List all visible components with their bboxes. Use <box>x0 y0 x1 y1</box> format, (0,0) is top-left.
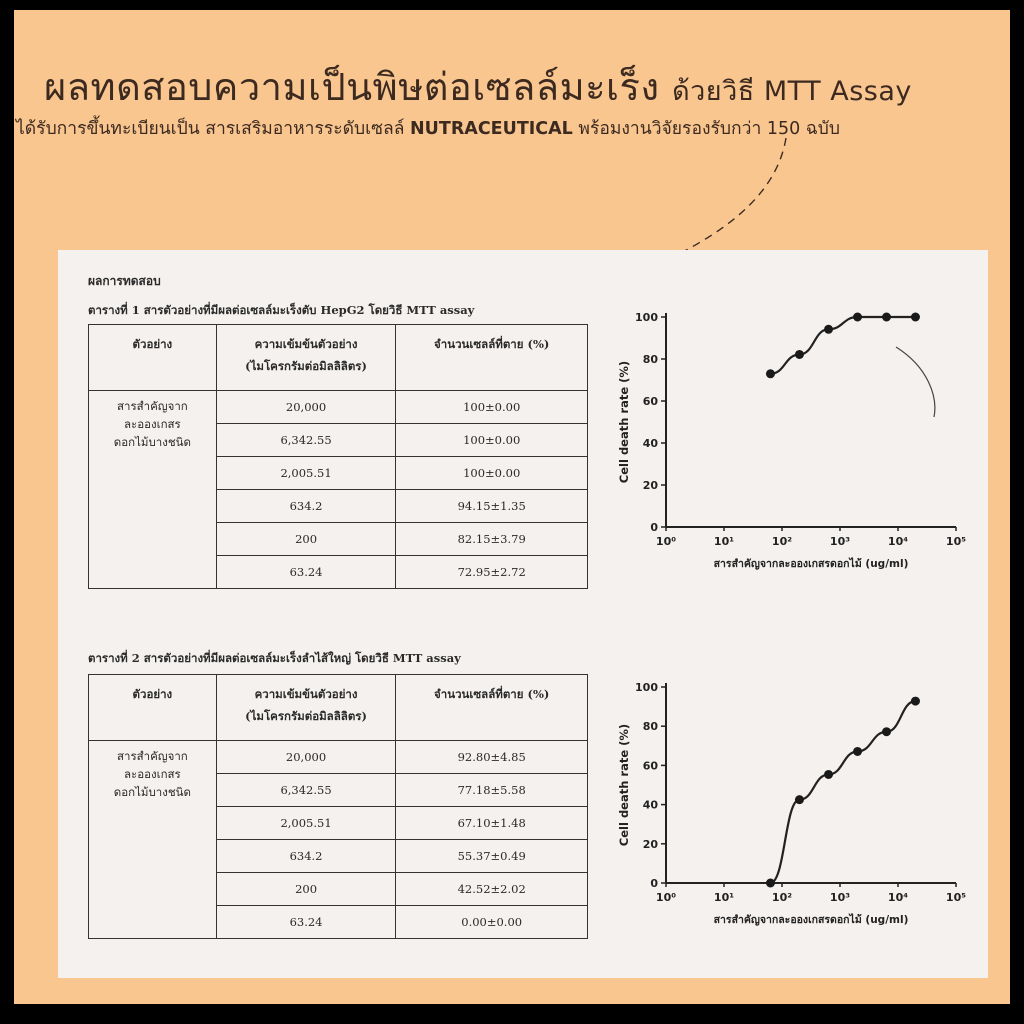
table1-col-conc-line1: ความเข้มข้นตัวอย่าง <box>254 337 358 351</box>
table2-conc-cell: 2,005.51 <box>216 807 396 840</box>
pen-mark <box>896 347 935 417</box>
table1-col-conc <box>216 325 396 391</box>
x-tick-label: 10⁵ <box>945 535 967 548</box>
data-point <box>882 313 891 322</box>
table2-conc-cell: 20,000 <box>216 741 396 774</box>
table2-death-cell: 42.52±2.02 <box>396 873 588 906</box>
table2-sample-line2: ละอองเกสร <box>123 767 181 781</box>
y-tick-label: 100 <box>635 311 658 324</box>
table2-col-conc-line2: (ไมโครกรัมต่อมิลลิลิตร) <box>245 709 367 723</box>
subtitle-post: พร้อมงานวิจัยรองรับกว่า 150 ฉบับ <box>572 119 840 139</box>
data-point <box>853 747 862 756</box>
x-tick-label: 10³ <box>829 535 851 548</box>
table2-header-row <box>89 675 588 741</box>
table1-caption: ตารางที่ 1 สารตัวอย่างที่มีผลต่อเซลล์มะเร็งตับ HepG2 โดยวิธี MTT assay <box>88 303 475 317</box>
table1-death-cell: 100±0.00 <box>396 457 588 490</box>
table2-sample-line3: ดอกไม้บางชนิด <box>113 785 191 799</box>
table1-conc-cell: 2,005.51 <box>216 457 396 490</box>
table2-conc-cell: 63.24 <box>216 906 396 939</box>
table2-death-cell: 77.18±5.58 <box>396 774 588 807</box>
table2 <box>88 674 588 939</box>
table1-death-cell: 100±0.00 <box>396 391 588 424</box>
table1-col-sample: ตัวอย่าง <box>89 325 217 391</box>
data-point <box>824 770 833 779</box>
x-axis-label: สารสำคัญจากละอองเกสรดอกไม้ (ug/ml) <box>713 914 909 926</box>
table2-conc-cell: 634.2 <box>216 840 396 873</box>
x-tick-label: 10² <box>771 535 793 548</box>
y-tick-label: 20 <box>642 479 658 492</box>
x-axis-label: สารสำคัญจากละอองเกสรดอกไม้ (ug/ml) <box>713 558 909 570</box>
table1-death-cell: 82.15±3.79 <box>396 523 588 556</box>
table1-death-cell: 94.15±1.35 <box>396 490 588 523</box>
table1-sample-line3: ดอกไม้บางชนิด <box>113 435 191 449</box>
table2-death-cell: 67.10±1.48 <box>396 807 588 840</box>
y-tick-label: 0 <box>650 521 658 534</box>
x-tick-label: 10⁰ <box>655 891 677 904</box>
table1-death-cell: 100±0.00 <box>396 424 588 457</box>
chart-1-liver-cancer <box>606 305 976 605</box>
chart-2-colon-cancer <box>606 675 976 965</box>
table2-col-death: จำนวนเซลล์ที่ตาย (%) <box>396 675 588 741</box>
document-scan <box>58 250 988 978</box>
table1-sample-line1: สารสำคัญจาก <box>116 399 188 413</box>
table1-header-row <box>89 325 588 391</box>
table1-sample-line2: ละอองเกสร <box>123 417 181 431</box>
y-tick-label: 60 <box>642 759 658 773</box>
table2-col-conc-line1: ความเข้มข้นตัวอย่าง <box>254 687 358 701</box>
table-row <box>89 741 588 774</box>
y-tick-label: 40 <box>642 437 658 450</box>
title-method: ด้วยวิธี MTT Assay <box>672 76 912 107</box>
x-tick-label: 10⁵ <box>945 891 967 904</box>
y-tick-label: 60 <box>642 395 658 408</box>
table2-col-sample: ตัวอย่าง <box>89 675 217 741</box>
table2-col-conc <box>216 675 396 741</box>
y-tick-label: 80 <box>642 720 658 734</box>
table2-death-cell: 92.80±4.85 <box>396 741 588 774</box>
y-tick-label: 0 <box>650 877 658 890</box>
y-tick-label: 20 <box>642 837 658 851</box>
x-tick-label: 10¹ <box>713 891 735 904</box>
table2-conc-cell: 6,342.55 <box>216 774 396 807</box>
y-axis-label: Cell death rate (%) <box>617 723 631 847</box>
title-main: ผลทดสอบความเป็นพิษต่อเซลล์มะเร็ง <box>44 65 660 109</box>
x-tick-label: 10³ <box>829 891 851 904</box>
table1-col-death: จำนวนเซลล์ที่ตาย (%) <box>396 325 588 391</box>
x-tick-label: 10⁴ <box>887 535 909 548</box>
y-tick-label: 40 <box>642 798 658 812</box>
table2-sample-cell <box>89 741 217 939</box>
subtitle-pre: ได้รับการขึ้นทะเบียนเป็น สารเสริมอาหารระดับเซลล์ <box>16 119 411 139</box>
fit-curve-line <box>770 317 915 374</box>
data-point <box>795 350 804 359</box>
fit-curve-line <box>770 701 915 883</box>
data-point <box>766 369 775 378</box>
subtitle-bold: NUTRACEUTICAL <box>410 119 573 139</box>
table1-conc-cell: 200 <box>216 523 396 556</box>
table1-col-conc-line2: (ไมโครกรัมต่อมิลลิลิตร) <box>245 359 367 373</box>
table1-conc-cell: 20,000 <box>216 391 396 424</box>
y-tick-label: 100 <box>635 681 658 694</box>
data-point <box>824 325 833 334</box>
x-tick-label: 10² <box>771 891 793 904</box>
y-axis-label: Cell death rate (%) <box>617 360 631 484</box>
y-tick-label: 80 <box>642 353 658 366</box>
document-heading: ผลการทดสอบ <box>88 274 161 288</box>
data-point <box>853 313 862 322</box>
data-point <box>795 795 804 804</box>
table1-conc-cell: 634.2 <box>216 490 396 523</box>
data-point <box>766 879 775 888</box>
x-tick-label: 10⁴ <box>887 891 909 904</box>
table-row <box>89 391 588 424</box>
table2-caption: ตารางที่ 2 สารตัวอย่างที่มีผลต่อเซลล์มะเร็งลำไส้ใหญ่ โดยวิธี MTT assay <box>88 651 461 665</box>
table1-conc-cell: 6,342.55 <box>216 424 396 457</box>
table1-sample-cell <box>89 391 217 589</box>
x-tick-label: 10¹ <box>713 535 735 548</box>
data-point <box>911 697 920 706</box>
table2-conc-cell: 200 <box>216 873 396 906</box>
table2-death-cell: 55.37±0.49 <box>396 840 588 873</box>
data-point <box>911 313 920 322</box>
table2-sample-line1: สารสำคัญจาก <box>116 749 188 763</box>
x-tick-label: 10⁰ <box>655 535 677 548</box>
data-point <box>882 727 891 736</box>
table1-conc-cell: 63.24 <box>216 556 396 589</box>
table1-death-cell: 72.95±2.72 <box>396 556 588 589</box>
table2-death-cell: 0.00±0.00 <box>396 906 588 939</box>
table1 <box>88 324 588 589</box>
poster-panel <box>14 10 1010 1004</box>
